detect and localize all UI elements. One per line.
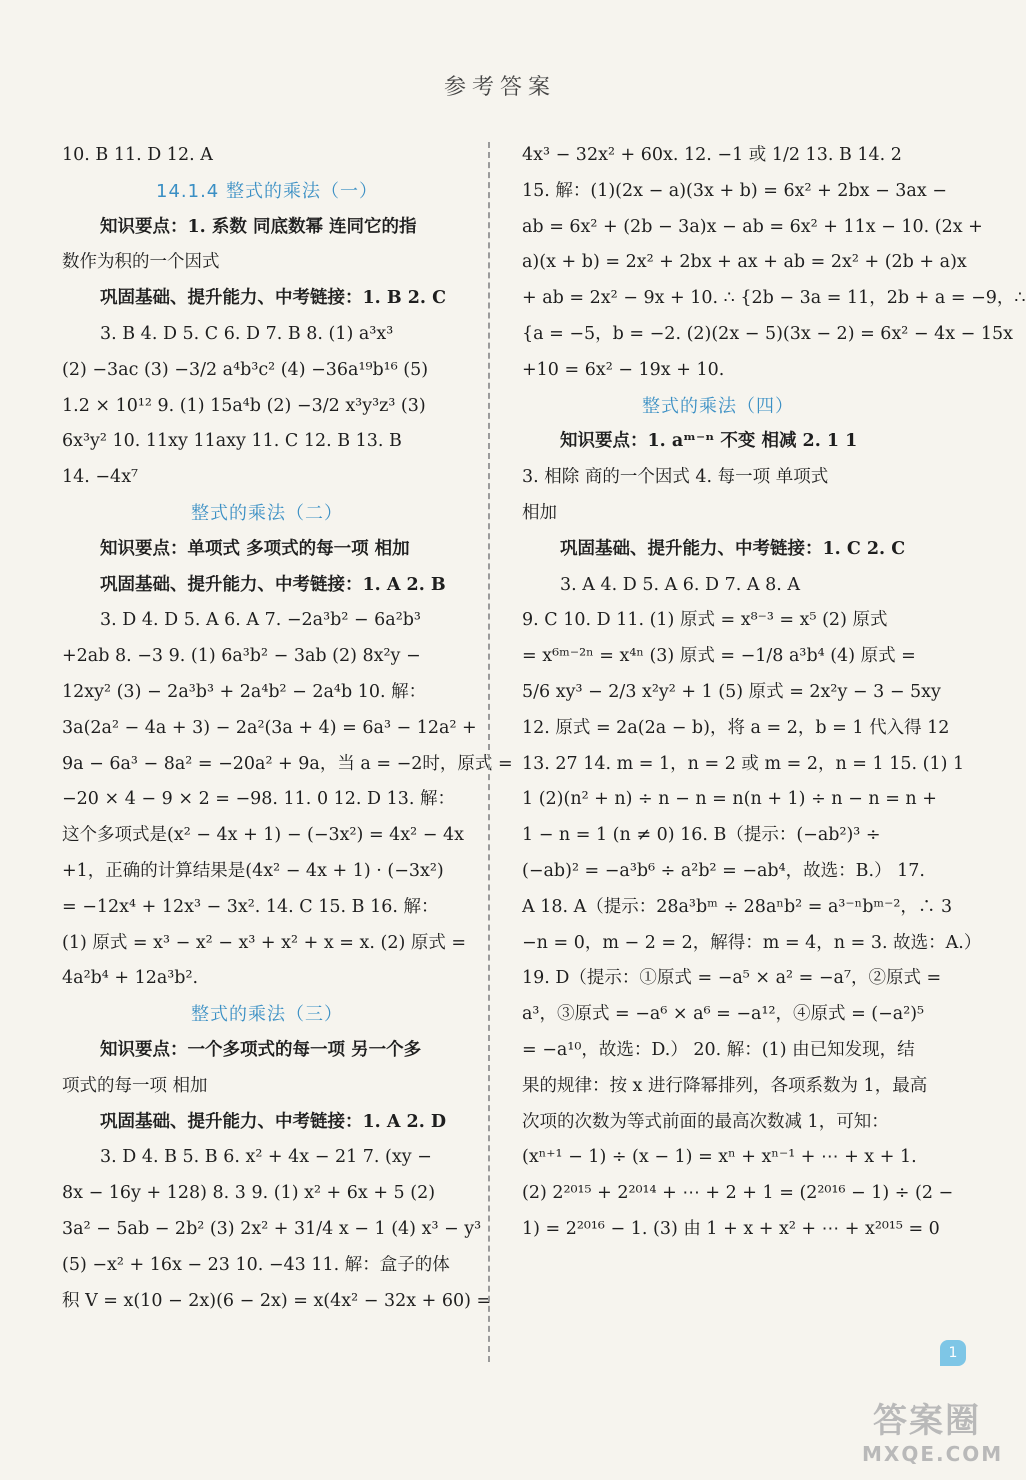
answer-line: 1) = 2²⁰¹⁶ − 1. (3) 由 1 + x + x² + ⋯ + x²⁰¹⁵ = 0 bbox=[522, 1218, 940, 1239]
section-heading: 14.1.4 整式的乘法（一） bbox=[156, 180, 378, 202]
answer-line: 1 − n = 1 (n ≠ 0) 16. B（提示：(−ab²)³ ÷ bbox=[522, 825, 881, 846]
watermark-logo bbox=[862, 1400, 1004, 1474]
column-divider bbox=[488, 142, 490, 1362]
answer-line: a³，③原式 = −a⁶ × a⁶ = −a¹²，④原式 = (−a²)⁵ bbox=[522, 1004, 925, 1025]
answer-line: 3a(2a² − 4a + 3) − 2a²(3a + 4) = 6a³ − 12a² + bbox=[62, 717, 477, 738]
answer-line: 14. −4x⁷ bbox=[62, 467, 139, 488]
answer-line: 项式的每一项 相加 bbox=[62, 1075, 208, 1096]
answer-line: + ab = 2x² − 9x + 10. ∴ {2b − 3a = 11，2b + a = −9，∴ bbox=[522, 288, 1026, 309]
answer-line: 3. D 4. D 5. A 6. A 7. −2a³b² − 6a²b³ bbox=[100, 610, 421, 631]
section-heading: 整式的乘法（二） bbox=[191, 502, 343, 524]
answer-line: = −a¹⁰，故选：D.） 20. 解：(1) 由已知发现，结 bbox=[522, 1039, 915, 1060]
answer-line: ab = 6x² + (2b − 3a)x − ab = 6x² + 11x − 10. (2x + bbox=[522, 216, 983, 237]
answer-line: (xⁿ⁺¹ − 1) ÷ (x − 1) = xⁿ + xⁿ⁻¹ + ⋯ + x + 1. bbox=[522, 1147, 917, 1168]
answer-line: 3. A 4. D 5. A 6. D 7. A 8. A bbox=[560, 574, 800, 595]
answer-line: a)(x + b) = 2x² + 2bx + ax + ab = 2x² + (2b + a)x bbox=[522, 252, 967, 273]
page-header: 参考答案 bbox=[443, 75, 556, 100]
answer-line: 5/6 xy³ − 2/3 x²y² + 1 (5) 原式 = 2x²y − 3 − 5xy bbox=[522, 681, 941, 702]
answer-line: +1，正确的计算结果是(4x² − 4x + 1) · (−3x²) bbox=[62, 860, 444, 881]
answer-line: (2) 2²⁰¹⁵ + 2²⁰¹⁴ + ⋯ + 2 + 1 = (2²⁰¹⁶ − 1) ÷ (2 − bbox=[522, 1183, 954, 1204]
answer-line: 积 V = x(10 − 2x)(6 − 2x) = x(4x² − 32x + 60) = bbox=[62, 1290, 492, 1311]
answer-line: 知识要点：一个多项式的每一项 另一个多 bbox=[100, 1039, 422, 1060]
answer-line: 9. C 10. D 11. (1) 原式 = x⁸⁻³ = x⁵ (2) 原式 bbox=[522, 610, 888, 631]
answer-line: = −12x⁴ + 12x³ − 3x². 14. C 15. B 16. 解： bbox=[62, 896, 439, 917]
answer-line: 4a²b⁴ + 12a³b². bbox=[62, 968, 199, 989]
answer-line: 9a − 6a³ − 8a² = −20a² + 9a，当 a = −2时，原式 = bbox=[62, 753, 513, 774]
answer-line: 巩固基础、提升能力、中考链接：1. A 2. D bbox=[100, 1111, 447, 1132]
answer-line: 3a² − 5ab − 2b² (3) 2x² + 31/4 x − 1 (4) x³ − y³ bbox=[62, 1218, 482, 1239]
answer-line: 1.2 × 10¹² 9. (1) 15a⁴b (2) −3/2 x³y³z³ (3) bbox=[62, 395, 426, 416]
answer-line: 13. 27 14. m = 1，n = 2 或 m = 2，n = 1 15. (1) 1 bbox=[522, 753, 965, 774]
watermark-top: 答案圈 bbox=[873, 1401, 981, 1441]
answer-line: 12xy² (3) − 2a³b³ + 2a⁴b² − 2a⁴b 10. 解： bbox=[62, 681, 427, 702]
answer-line: {a = −5，b = −2. (2)(2x − 5)(3x − 2) = 6x² − 4x − 15x bbox=[522, 323, 1014, 344]
answer-line: 知识要点：单项式 多项式的每一项 相加 bbox=[100, 538, 410, 559]
answer-line: 1 (2)(n² + n) ÷ n − n = n(n + 1) ÷ n − n = n + bbox=[522, 789, 937, 810]
section-heading: 整式的乘法（三） bbox=[191, 1004, 343, 1026]
answer-line: −n = 0，m − 2 = 2，解得：m = 4，n = 3. 故选：A.） bbox=[522, 932, 982, 953]
answer-line: 8x − 16y + 128) 8. 3 9. (1) x² + 6x + 5 (2) bbox=[62, 1183, 436, 1204]
answer-line: A 18. A（提示：28a³bᵐ ÷ 28aⁿb² = a³⁻ⁿbᵐ⁻²，∴ 3 bbox=[522, 896, 953, 917]
answer-line: = x⁶ᵐ⁻²ⁿ = x⁴ⁿ (3) 原式 = −1/8 a³b⁴ (4) 原式 = bbox=[522, 646, 916, 667]
answer-line: (5) −x² + 16x − 23 10. −43 11. 解：盒子的体 bbox=[62, 1254, 450, 1275]
answer-line: 12. 原式 = 2a(2a − b)，将 a = 2，b = 1 代入得 12 bbox=[522, 717, 950, 738]
answer-line: +10 = 6x² − 19x + 10. bbox=[522, 359, 725, 380]
right-column bbox=[522, 138, 1026, 1248]
answer-line: (2) −3ac (3) −3/2 a⁴b³c² (4) −36a¹⁹b¹⁶ (5) bbox=[62, 359, 429, 380]
answer-line: 数作为积的一个因式 bbox=[62, 252, 220, 273]
answer-line: +2ab 8. −3 9. (1) 6a³b² − 3ab (2) 8x²y − bbox=[62, 646, 421, 667]
answer-line: (−ab)² = −a³b⁶ ÷ a²b² = −ab⁴，故选：B.） 17. bbox=[522, 860, 925, 881]
answer-line: 相加 bbox=[522, 502, 557, 523]
answer-line: 这个多项式是(x² − 4x + 1) − (−3x²) = 4x² − 4x bbox=[62, 825, 464, 846]
answer-line: 知识要点：1. aᵐ⁻ⁿ 不变 相减 2. 1 1 bbox=[560, 431, 858, 452]
watermark-bottom: MXQE.COM bbox=[862, 1442, 1004, 1466]
answer-line: 6x³y² 10. 11xy 11axy 11. C 12. B 13. B bbox=[62, 431, 402, 452]
left-column bbox=[62, 138, 513, 1319]
answer-line: 19. D（提示：①原式 = −a⁵ × a² = −a⁷，②原式 = bbox=[522, 968, 942, 989]
answer-line: 果的规律：按 x 进行降幂排列，各项系数为 1，最高 bbox=[522, 1075, 928, 1096]
answer-line: 次项的次数为等式前面的最高次数减 1，可知： bbox=[522, 1111, 889, 1132]
answer-line: 10. B 11. D 12. A bbox=[62, 145, 213, 165]
answer-line: 知识要点：1. 系数 同底数幂 连同它的指 bbox=[100, 216, 417, 237]
answer-line: −20 × 4 − 9 × 2 = −98. 11. 0 12. D 13. 解： bbox=[62, 789, 456, 810]
answer-line: 3. 相除 商的一个因式 4. 每一项 单项式 bbox=[522, 467, 829, 488]
answer-line: (1) 原式 = x³ − x² − x³ + x² + x = x. (2) 原式 = bbox=[62, 932, 467, 953]
answer-line: 3. B 4. D 5. C 6. D 7. B 8. (1) a³x³ bbox=[100, 323, 394, 344]
answer-line: 3. D 4. B 5. B 6. x² + 4x − 21 7. (xy − bbox=[100, 1147, 432, 1168]
answer-line: 15. 解：(1)(2x − a)(3x + b) = 6x² + 2bx − 3ax − bbox=[522, 180, 947, 201]
section-heading: 整式的乘法（四） bbox=[642, 395, 794, 417]
answer-line: 巩固基础、提升能力、中考链接：1. A 2. B bbox=[100, 574, 446, 595]
answer-line: 巩固基础、提升能力、中考链接：1. C 2. C bbox=[560, 538, 906, 559]
answer-line: 巩固基础、提升能力、中考链接：1. B 2. C bbox=[100, 288, 447, 309]
page-number: 1 bbox=[940, 1340, 966, 1366]
answer-line: 4x³ − 32x² + 60x. 12. −1 或 1/2 13. B 14. 2 bbox=[522, 145, 902, 165]
